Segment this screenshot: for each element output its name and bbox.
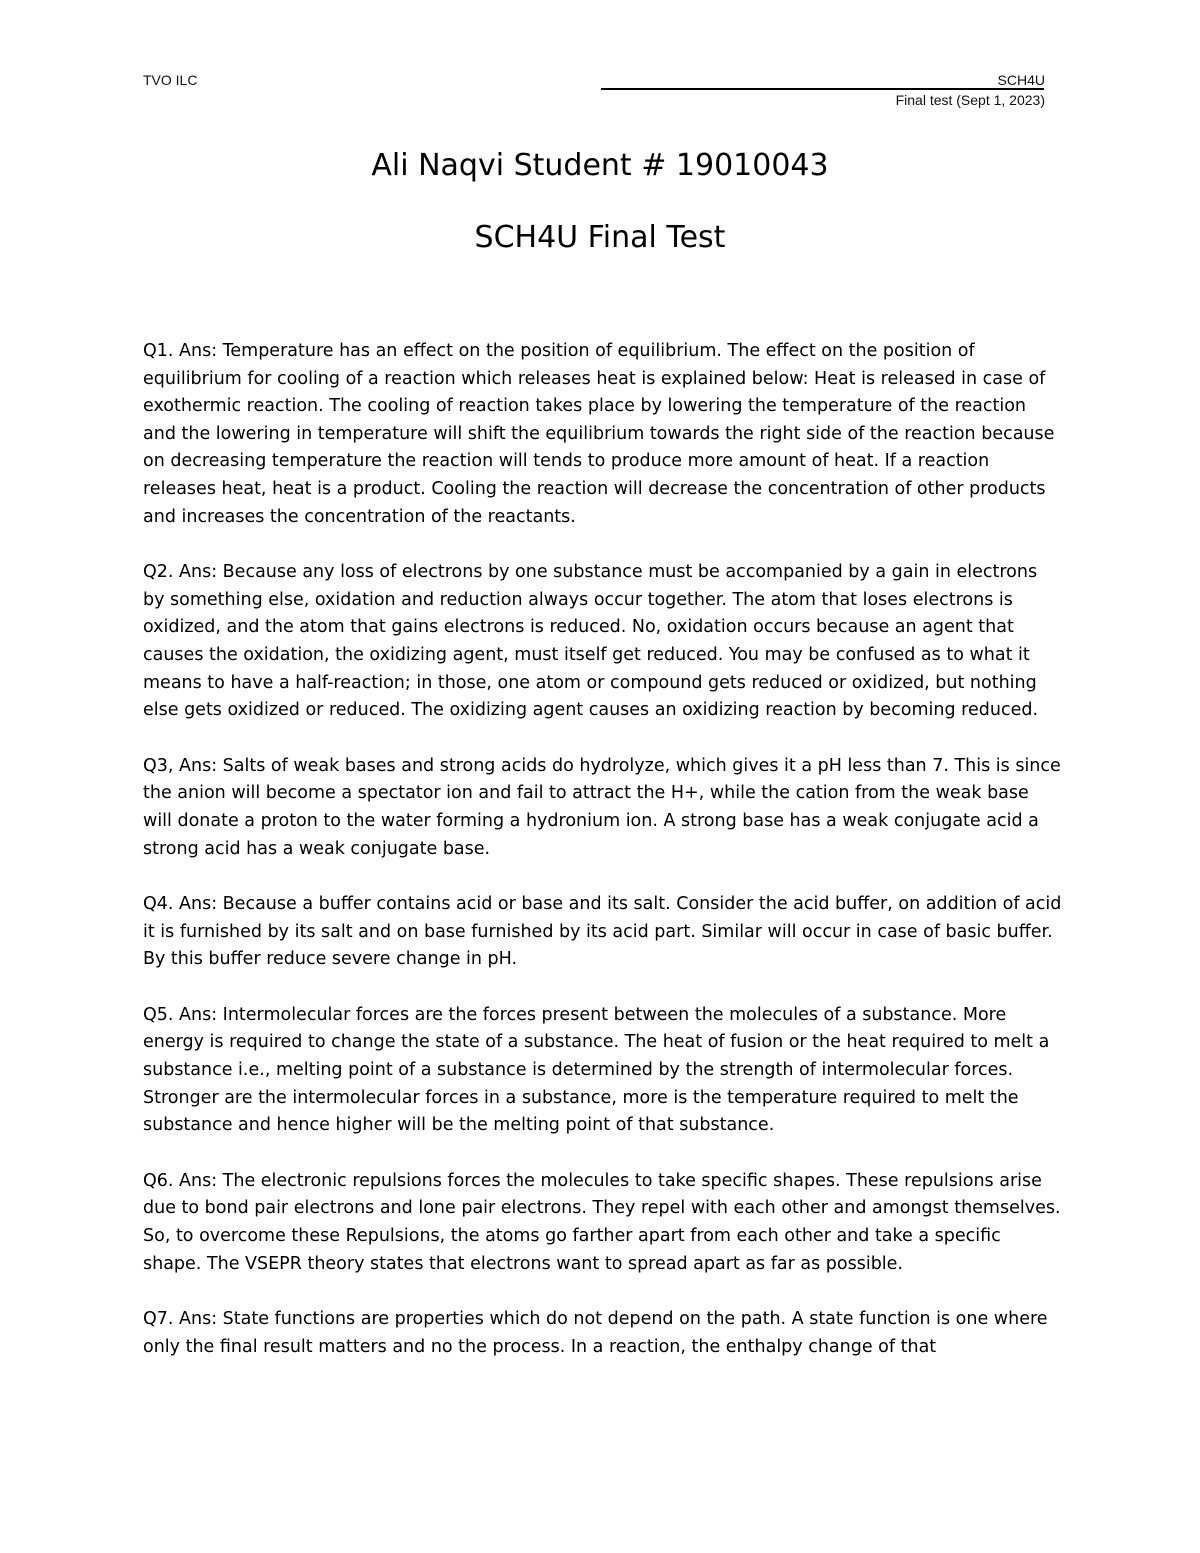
header-course-code: SCH4U	[997, 72, 1045, 88]
answer-q4: Q4. Ans: Because a buffer contains acid or base and its salt. Consider the acid buffer, on addition of acid it is furnished by its salt and on base furnished by its acid part. Similar will occur in case of basic buffer. By this buffer reduce severe change in pH.	[143, 894, 1062, 970]
header-test-date: Final test (Sept 1, 2023)	[895, 92, 1045, 108]
answer-q6: Q6. Ans: The electronic repulsions forces the molecules to take specific shapes. These repulsions arise due to bond pair electrons and lone pair electrons. They repel with each other and amongst themselves. So, to overcome these Repulsions, the atoms go farther apart from each other and take a specific shape. The VSEPR theory states that electrons want to spread apart as far as possible.	[143, 1170, 1061, 1274]
answer-q2: Q2. Ans: Because any loss of electrons by one substance must be accompanied by a gain in electrons by something else, oxidation and reduction always occur together. The atom that loses electrons is oxidized, and the atom that gains electrons is reduced. No, oxidation occurs because an agent that causes the oxidation, the oxidizing agent, must itself get reduced. You may be confused as to what it means to have a half-reaction; in those, one atom or compound gets reduced or oxidized, but nothing else gets oxidized or reduced. The oxidizing agent causes an oxidizing reaction by becoming reduced.	[143, 562, 1039, 721]
answers-section	[143, 338, 1063, 1389]
answer-q7: Q7. Ans: State functions are properties which do not depend on the path. A state function is one where only the final result matters and no the process. In a reaction, the enthalpy change of that	[143, 1309, 1048, 1357]
answer-q5: Q5. Ans: Intermolecular forces are the forces present between the molecules of a substance. More energy is required to change the state of a substance. The heat of fusion or the heat required to melt a substance i.e., melting point of a substance is determined by the strength of intermolecular forces. Stronger are the intermolecular forces in a substance, more is the temperature required to melt the substance and hence higher will be the melting point of that substance.	[143, 1004, 1050, 1136]
answer-q1: Q1. Ans: Temperature has an effect on the position of equilibrium. The effect on the position of equilibrium for cooling of a reaction which releases heat is explained below: Heat is released in case of exothermic reaction. The cooling of reaction takes place by lowering the temperature of the reaction and the lowering in temperature will shift the equilibrium towards the right side of the reaction because on decreasing temperature the reaction will tends to produce more amount of heat. If a reaction releases heat, heat is a product. Cooling the reaction will decrease the concentration of other products and increases the concentration of the reactants.	[143, 341, 1055, 527]
test-title: SCH4U Final Test	[474, 220, 726, 255]
student-title: Ali Naqvi Student # 19010043	[371, 148, 829, 183]
header-school-label: TVO ILC	[143, 72, 198, 88]
header-rule	[601, 88, 1044, 90]
answer-q3: Q3, Ans: Salts of weak bases and strong acids do hydrolyze, which gives it a pH less than 7. This is since the anion will become a spectator ion and fail to attract the H+, while the cation from the weak base will donate a proton to the water forming a hydronium ion. A strong base has a weak conjugate acid a strong acid has a weak conjugate base.	[143, 755, 1061, 859]
